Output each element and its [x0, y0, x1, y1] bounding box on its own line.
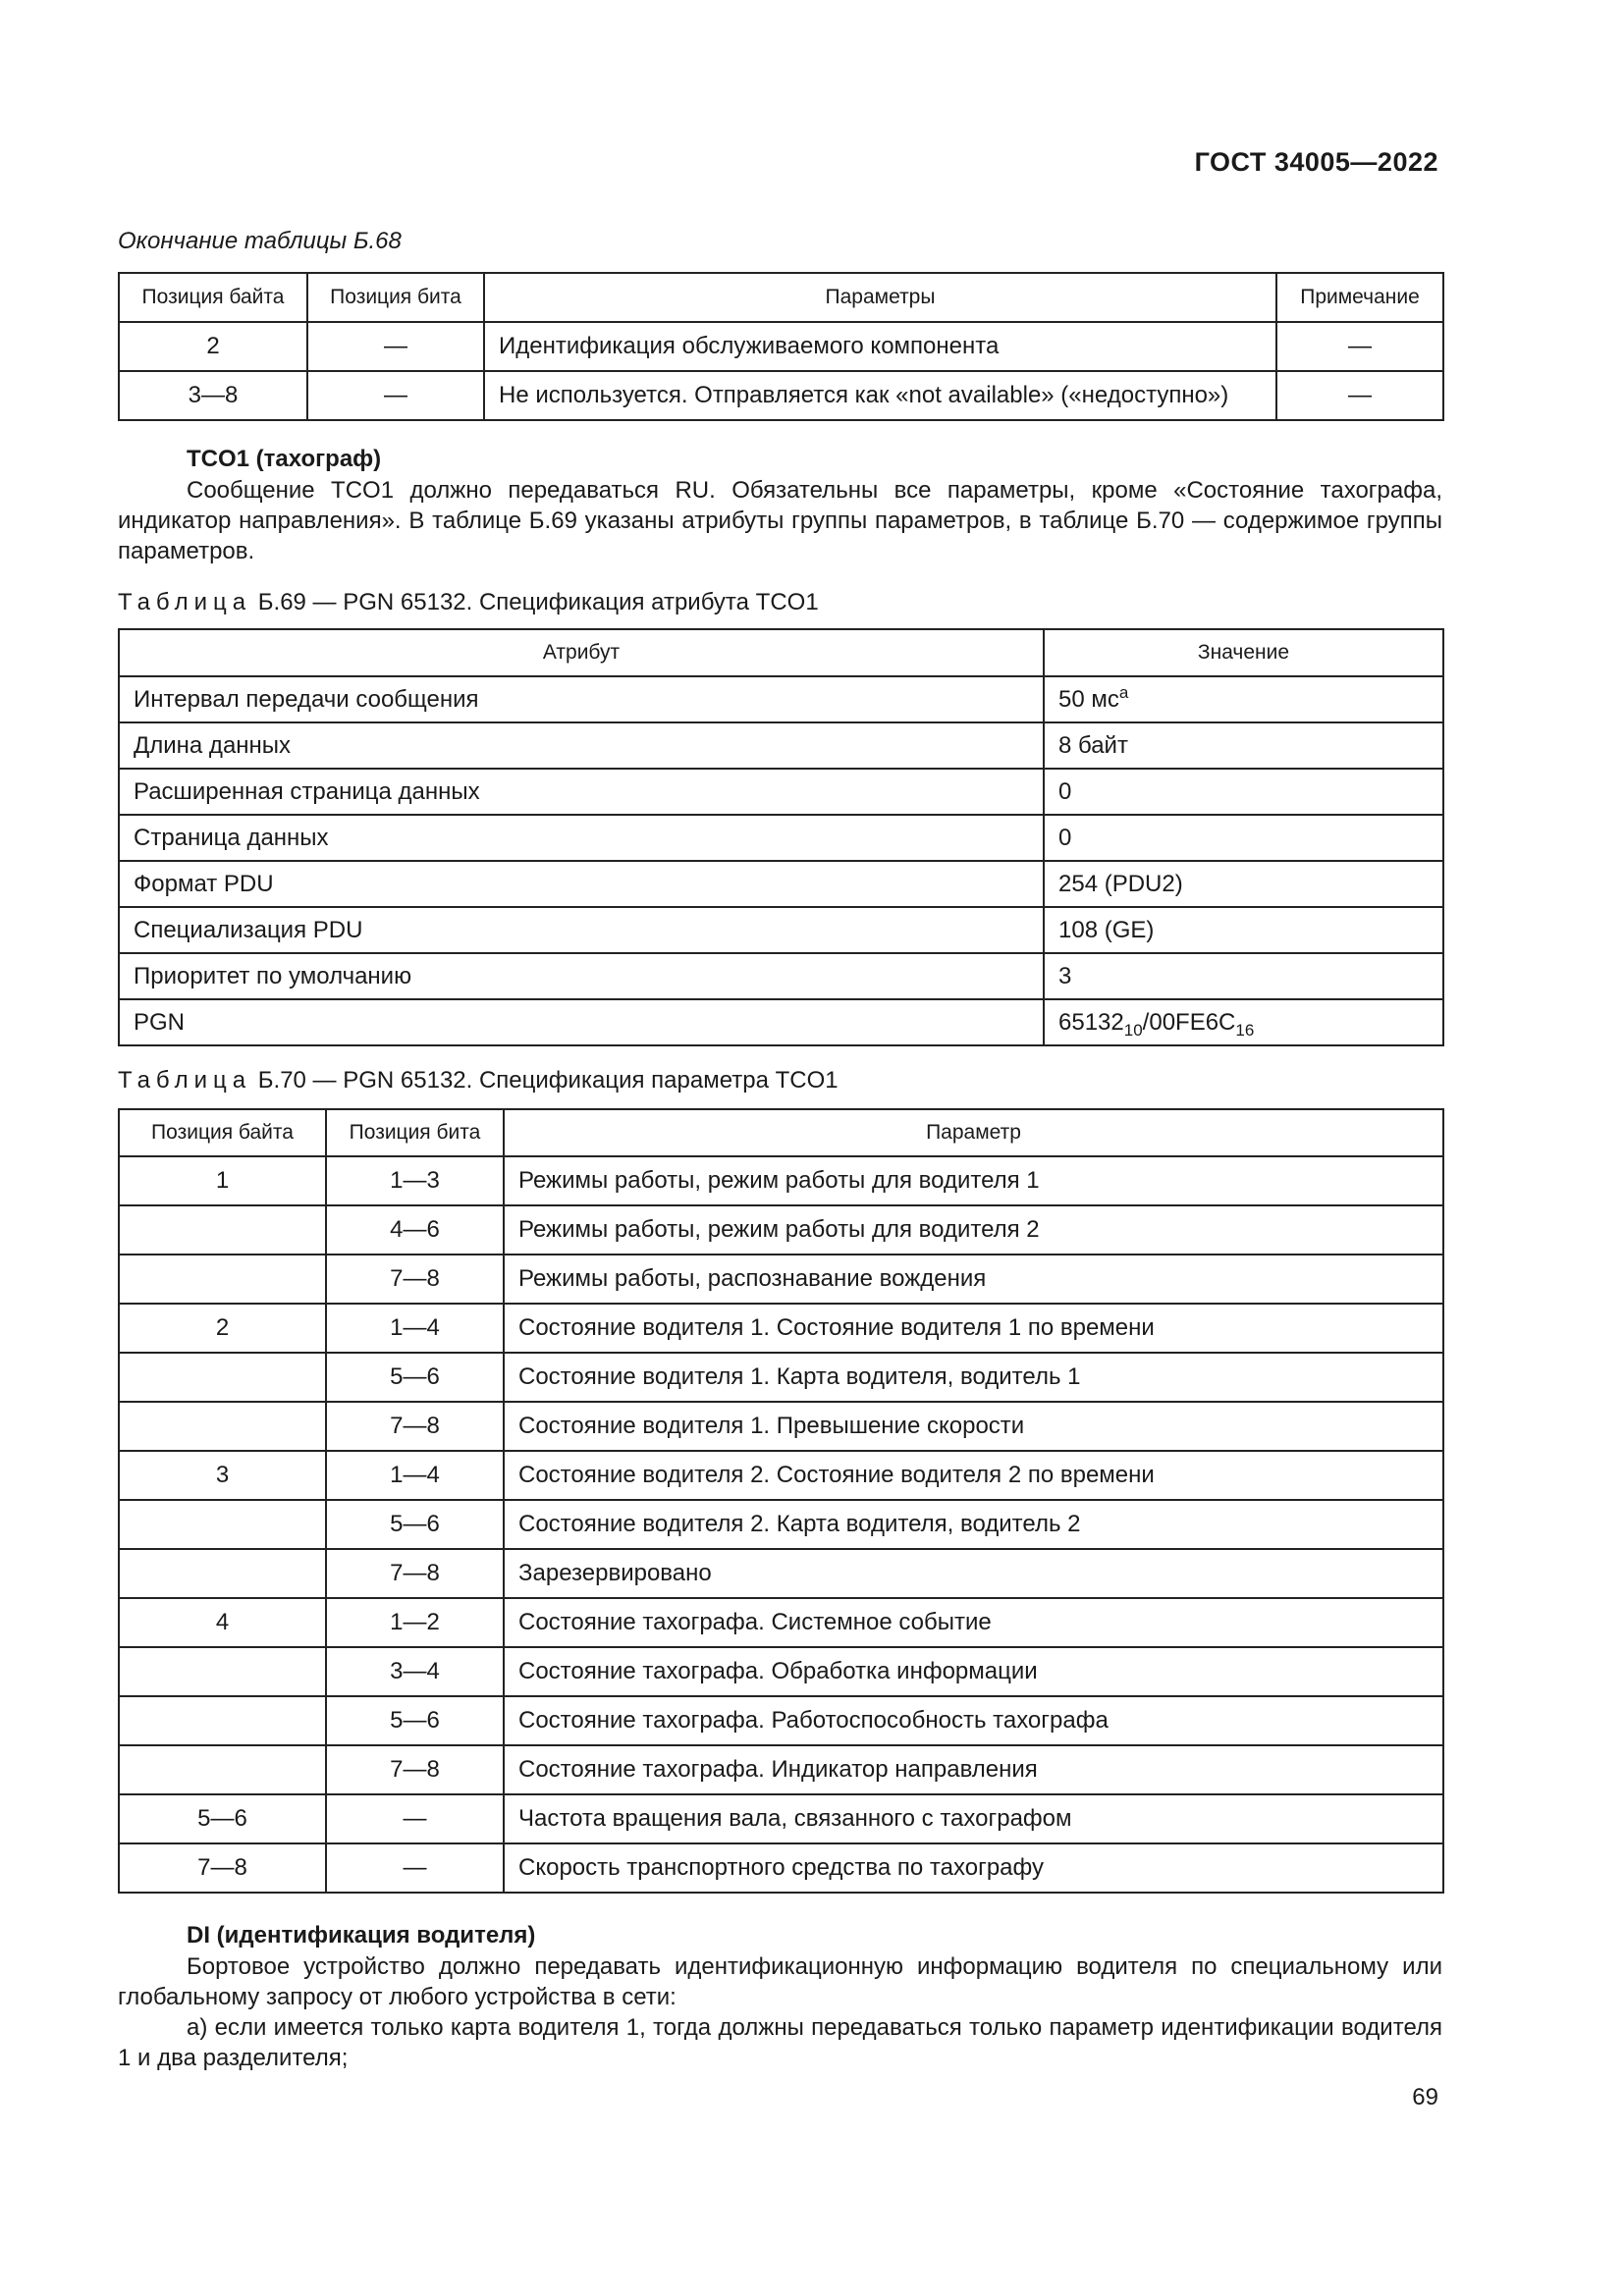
- table-header-row: [119, 273, 1443, 322]
- table-cell: 108 (GE): [1044, 907, 1443, 953]
- table-cell: [1044, 676, 1443, 722]
- table-cell: —: [307, 322, 484, 371]
- table-cell: 2: [119, 1304, 326, 1353]
- table-cell: [119, 1402, 326, 1451]
- table-cell: Расширенная страница данных: [119, 769, 1044, 815]
- table-cell: 7—8: [326, 1549, 504, 1598]
- table-cell: 5—6: [326, 1353, 504, 1402]
- table-row: [119, 1500, 1443, 1549]
- table-cell: [119, 1745, 326, 1794]
- table-b69-caption: [118, 589, 819, 616]
- table-cell: 7—8: [119, 1843, 326, 1893]
- table-cell: [119, 1205, 326, 1255]
- table-cell: 1—2: [326, 1598, 504, 1647]
- table-cell: Режимы работы, режим работы для водителя 2: [504, 1205, 1443, 1255]
- table-cell: Состояние тахографа. Индикатор направления: [504, 1745, 1443, 1794]
- table-row: [119, 1598, 1443, 1647]
- table-cell: Не используется. Отправляется как «not available» («недоступно»): [484, 371, 1276, 420]
- table-cell: [119, 1696, 326, 1745]
- table-row: [119, 1794, 1443, 1843]
- table-b70-caption: [118, 1067, 839, 1095]
- table-row: [119, 1353, 1443, 1402]
- table-cell: 3: [1044, 953, 1443, 999]
- table-cell: Состояние водителя 1. Превышение скорости: [504, 1402, 1443, 1451]
- table-header-row: [119, 1109, 1443, 1156]
- table-cell: [119, 1255, 326, 1304]
- pgn-base-10: 10: [1123, 1020, 1143, 1040]
- table-cell: 4: [119, 1598, 326, 1647]
- table-cell: Режимы работы, распознавание вождения: [504, 1255, 1443, 1304]
- table-cell: [119, 1500, 326, 1549]
- header-cell: Позиция байта: [119, 1109, 326, 1156]
- table-cell: [119, 1353, 326, 1402]
- table-cell: Приоритет по умолчанию: [119, 953, 1044, 999]
- table-cell: 254 (PDU2): [1044, 861, 1443, 907]
- table-row: [119, 322, 1443, 371]
- table-row: [119, 676, 1443, 722]
- table-b68: [118, 272, 1444, 421]
- header-cell: Параметры: [484, 273, 1276, 322]
- table-row: [119, 815, 1443, 861]
- table-cell: Режимы работы, режим работы для водителя 1: [504, 1156, 1443, 1205]
- table-cell: —: [1276, 322, 1443, 371]
- header-cell: Атрибут: [119, 629, 1044, 676]
- table-cell: Состояние тахографа. Обработка информации: [504, 1647, 1443, 1696]
- table-row: [119, 1549, 1443, 1598]
- table-cell: Скорость транспортного средства по тахографу: [504, 1843, 1443, 1893]
- header-cell: Позиция бита: [326, 1109, 504, 1156]
- paragraph-text: а) если имеется только карта водителя 1, тогда должны передаваться только параметр идентификации водителя 1 и два разделителя;: [118, 2014, 1442, 2071]
- table-cell: 8 байт: [1044, 722, 1443, 769]
- caption-word: Таблица: [118, 1067, 252, 1094]
- paragraph-text: Бортовое устройство должно передавать идентификационную информацию водителя по специальному или глобальному запросу от любого устройства в сети:: [118, 1953, 1442, 2010]
- table-cell: PGN: [119, 999, 1044, 1045]
- table-row: [119, 999, 1443, 1045]
- table-cell: 7—8: [326, 1745, 504, 1794]
- caption-word: Таблица: [118, 589, 252, 615]
- table-cell: 5—6: [119, 1794, 326, 1843]
- caption-text: Б.69 — PGN 65132. Спецификация атрибута TCO1: [251, 589, 819, 615]
- table-b69: [118, 628, 1444, 1046]
- caption-text: Б.70 — PGN 65132. Спецификация параметра TCO1: [251, 1067, 839, 1094]
- table-cell: Зарезервировано: [504, 1549, 1443, 1598]
- table-row: [119, 722, 1443, 769]
- table-b70: [118, 1108, 1444, 1894]
- pgn-decimal: 65132: [1058, 1008, 1124, 1036]
- table-row: [119, 1843, 1443, 1893]
- header-cell: Позиция байта: [119, 273, 307, 322]
- header-cell: Примечание: [1276, 273, 1443, 322]
- section-title-tco1: TCO1 (тахограф): [187, 446, 382, 472]
- table-row: [119, 1156, 1443, 1205]
- table-cell: 4—6: [326, 1205, 504, 1255]
- table-row: [119, 953, 1443, 999]
- paragraph-text: Сообщение TCO1 должно передаваться RU. Обязательны все параметры, кроме «Состояние тахографа, индикатор направления». В таблице Б.69 указаны атрибуты группы параметров, в таблице Б.70 — содержимое группы параметров.: [118, 477, 1442, 564]
- table-cell: Специализация PDU: [119, 907, 1044, 953]
- table-cell: 1—3: [326, 1156, 504, 1205]
- pgn-base-16: 16: [1235, 1020, 1255, 1040]
- table-cell: —: [326, 1794, 504, 1843]
- table-cell: [119, 1647, 326, 1696]
- value-text: 50 мс: [1058, 685, 1119, 713]
- table-cell: 1—4: [326, 1451, 504, 1500]
- table-row: [119, 1402, 1443, 1451]
- table-cell: 3—4: [326, 1647, 504, 1696]
- table-cell: [1044, 999, 1443, 1045]
- table-header-row: [119, 629, 1443, 676]
- header-cell: Значение: [1044, 629, 1443, 676]
- table-cell: —: [326, 1843, 504, 1893]
- table-row: [119, 1647, 1443, 1696]
- table-cell: Состояние водителя 1. Карта водителя, водитель 1: [504, 1353, 1443, 1402]
- table-cell: 3—8: [119, 371, 307, 420]
- table-row: [119, 1696, 1443, 1745]
- table-cell: 2: [119, 322, 307, 371]
- table-row: [119, 1205, 1443, 1255]
- table-cell: —: [307, 371, 484, 420]
- table-cell: 0: [1044, 815, 1443, 861]
- table-cell: 3: [119, 1451, 326, 1500]
- paragraph-tco1: [118, 475, 1442, 566]
- table-row: [119, 1255, 1443, 1304]
- table-cell: 7—8: [326, 1402, 504, 1451]
- page-number: 69: [1412, 2084, 1438, 2110]
- paragraph-di-1: [118, 1951, 1442, 2012]
- table-cell: Страница данных: [119, 815, 1044, 861]
- table-b68-caption: Окончание таблицы Б.68: [118, 228, 402, 254]
- table-row: [119, 1451, 1443, 1500]
- table-row: [119, 907, 1443, 953]
- paragraph-di-2: [118, 2012, 1442, 2073]
- table-cell: 5—6: [326, 1500, 504, 1549]
- table-cell: [119, 1549, 326, 1598]
- header-cell: Позиция бита: [307, 273, 484, 322]
- table-row: [119, 1745, 1443, 1794]
- table-cell: Частота вращения вала, связанного с тахографом: [504, 1794, 1443, 1843]
- pgn-hex: /00FE6C: [1142, 1008, 1236, 1036]
- footnote-mark: а: [1118, 682, 1129, 702]
- table-cell: Формат PDU: [119, 861, 1044, 907]
- table-row: [119, 1304, 1443, 1353]
- document-code: ГОСТ 34005—2022: [1194, 147, 1438, 177]
- section-title-di: DI (идентификация водителя): [187, 1922, 536, 1949]
- table-cell: Состояние водителя 2. Карта водителя, водитель 2: [504, 1500, 1443, 1549]
- table-cell: 7—8: [326, 1255, 504, 1304]
- table-cell: —: [1276, 371, 1443, 420]
- header-cell: Параметр: [504, 1109, 1443, 1156]
- table-cell: Состояние тахографа. Системное событие: [504, 1598, 1443, 1647]
- table-cell: Интервал передачи сообщения: [119, 676, 1044, 722]
- table-row: [119, 371, 1443, 420]
- table-cell: 5—6: [326, 1696, 504, 1745]
- table-cell: Состояние тахографа. Работоспособность тахографа: [504, 1696, 1443, 1745]
- table-cell: Состояние водителя 1. Состояние водителя 1 по времени: [504, 1304, 1443, 1353]
- table-cell: 1—4: [326, 1304, 504, 1353]
- table-cell: 0: [1044, 769, 1443, 815]
- table-cell: Длина данных: [119, 722, 1044, 769]
- table-cell: Состояние водителя 2. Состояние водителя 2 по времени: [504, 1451, 1443, 1500]
- table-row: [119, 861, 1443, 907]
- table-cell: Идентификация обслуживаемого компонента: [484, 322, 1276, 371]
- table-row: [119, 769, 1443, 815]
- table-cell: 1: [119, 1156, 326, 1205]
